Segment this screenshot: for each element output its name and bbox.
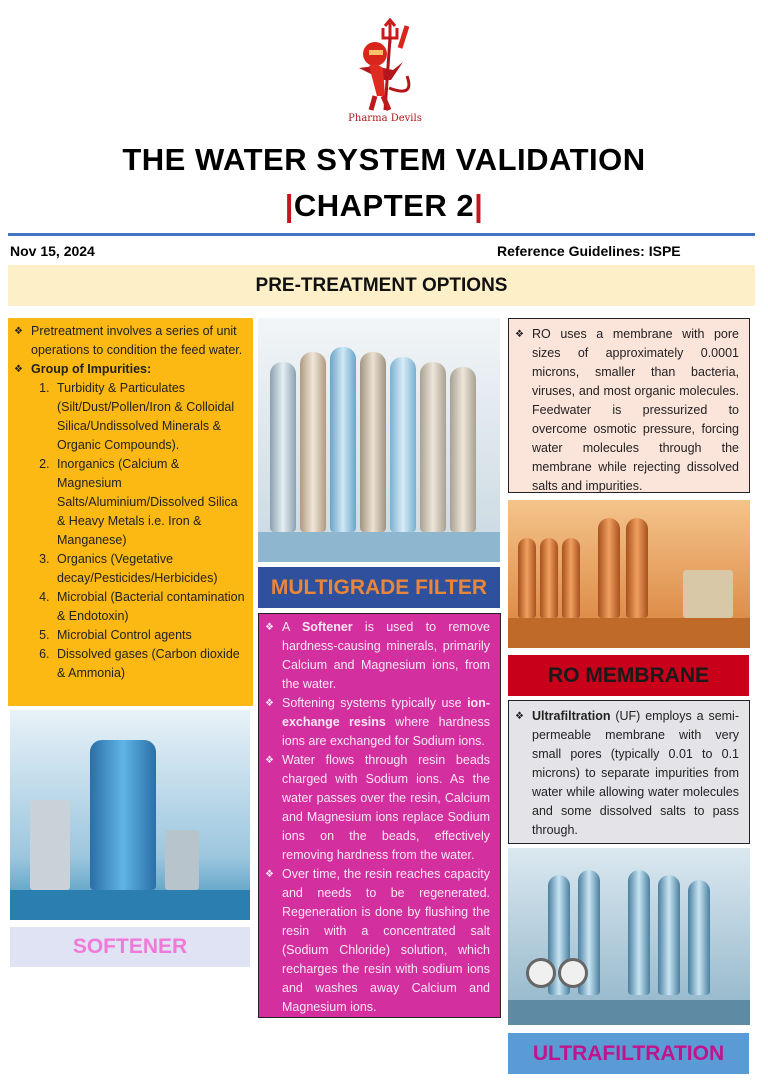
logo-text: Pharma Devils [348, 113, 422, 124]
title-bar-left: | [284, 188, 294, 223]
page-title: THE WATER SYSTEM VALIDATION [122, 142, 646, 177]
reference-guidelines: Reference Guidelines: ISPE [497, 243, 681, 259]
impurity-item: 6. Dissolved gases (Carbon dioxide & Ammonia) [53, 645, 247, 683]
ro-bullet: ❖ RO uses a membrane with pore sizes of approximately 0.0001 microns, smaller than bacteria, viruses, and most organic molecules. Feedwater is pressurized to overcome osmotic pressure, forcing water molecules through the membrane while rejecting dissolved salts and impurities. [513, 325, 739, 493]
uf-bullet: ❖ Ultrafiltration (UF) employs a semi-permeable membrane with very small pores (typically 0.01 to 0.1 microns) to separate impurities from water while allowing water molecules and some dissolved salts to pass through. [513, 707, 739, 840]
ultrafiltration-label: ULTRAFILTRATION [508, 1033, 749, 1074]
title-bar-right: | [474, 188, 484, 223]
pretreatment-intro: ❖ Pretreatment involves a series of unit operations to condition the feed water. [12, 322, 247, 360]
softener-bullet: ❖ Over time, the resin reaches capacity and needs to be regenerated. Regeneration is done by flushing the resin with a concentrated salt (Sodium Chloride) solution, which recharges the resin with sodium ions and washes away Calcium and Magnesium ions. [263, 865, 490, 1017]
multigrade-filter-image [258, 318, 500, 562]
softener-bullet: ❖ Softening systems typically use ion-exchange resins where hardness ions are exchanged for Sodium ions. [263, 694, 490, 751]
section-title: PRE-TREATMENT OPTIONS [255, 274, 508, 296]
impurity-item: 4. Microbial (Bacterial contamination & Endotoxin) [53, 588, 247, 626]
softener-bullet: ❖ A Softener is used to remove hardness-causing minerals, primarily Calcium and Magnesium ions, from the water. [263, 618, 490, 694]
pressure-gauge-icon [526, 958, 556, 988]
impurity-item: 2. Inorganics (Calcium & Magnesium Salts/Aluminium/Dissolved Silica & Heavy Metals i.e. Iron & Manganese) [53, 455, 247, 550]
ro-membrane-label: RO MEMBRANE [508, 655, 749, 696]
header-divider [8, 233, 755, 236]
uf-description-box [508, 700, 750, 844]
impurity-item: 3. Organics (Vegetative decay/Pesticides/Herbicides) [53, 550, 247, 588]
ro-description-box [508, 318, 750, 493]
pretreatment-box [8, 318, 253, 706]
impurity-item: 1. Turbidity & Particulates (Silt/Dust/Pollen/Iron & Colloidal Silica/Undissolved Minerals & Organic Compounds). [53, 379, 247, 455]
impurities-heading: ❖ Group of Impurities: 1. Turbidity & Particulates (Silt/Dust/Pollen/Iron & Colloidal Silica/Undissolved Minerals & Organic Compounds). 2. Inorganics (Calcium & Magnesium Salts/Aluminium/Dissolved Silica & Heavy Metals i.e. Iron & Manganese) 3. Organics (Vegetative decay/Pesticides/Herbicides) 4. Microbial (Bacterial contamination & Endotoxin) 5. Microbial Control agents 6. Dissolved gases (Carbon dioxide & Ammonia) [12, 360, 247, 683]
pressure-gauge-icon [558, 958, 588, 988]
softener-bullet: ❖ Water flows through resin beads charged with Sodium ions. As the water passes over the resin, Calcium and Magnesium ions replace Sodium ions on the beads, effectively removing hardness from the water. [263, 751, 490, 865]
softener-image [10, 710, 250, 920]
softener-label: SOFTENER [10, 927, 250, 967]
date: Nov 15, 2024 [10, 243, 95, 259]
pharma-devils-logo [345, 18, 425, 128]
section-banner [8, 265, 755, 306]
softener-description-box [258, 613, 501, 1018]
chapter-label: CHAPTER 2 [293, 188, 475, 223]
chapter-title [0, 188, 768, 224]
impurity-item: 5. Microbial Control agents [53, 626, 247, 645]
multigrade-filter-label: MULTIGRADE FILTER [258, 567, 500, 608]
ro-membrane-image [508, 500, 750, 648]
ultrafiltration-image [508, 848, 750, 1025]
